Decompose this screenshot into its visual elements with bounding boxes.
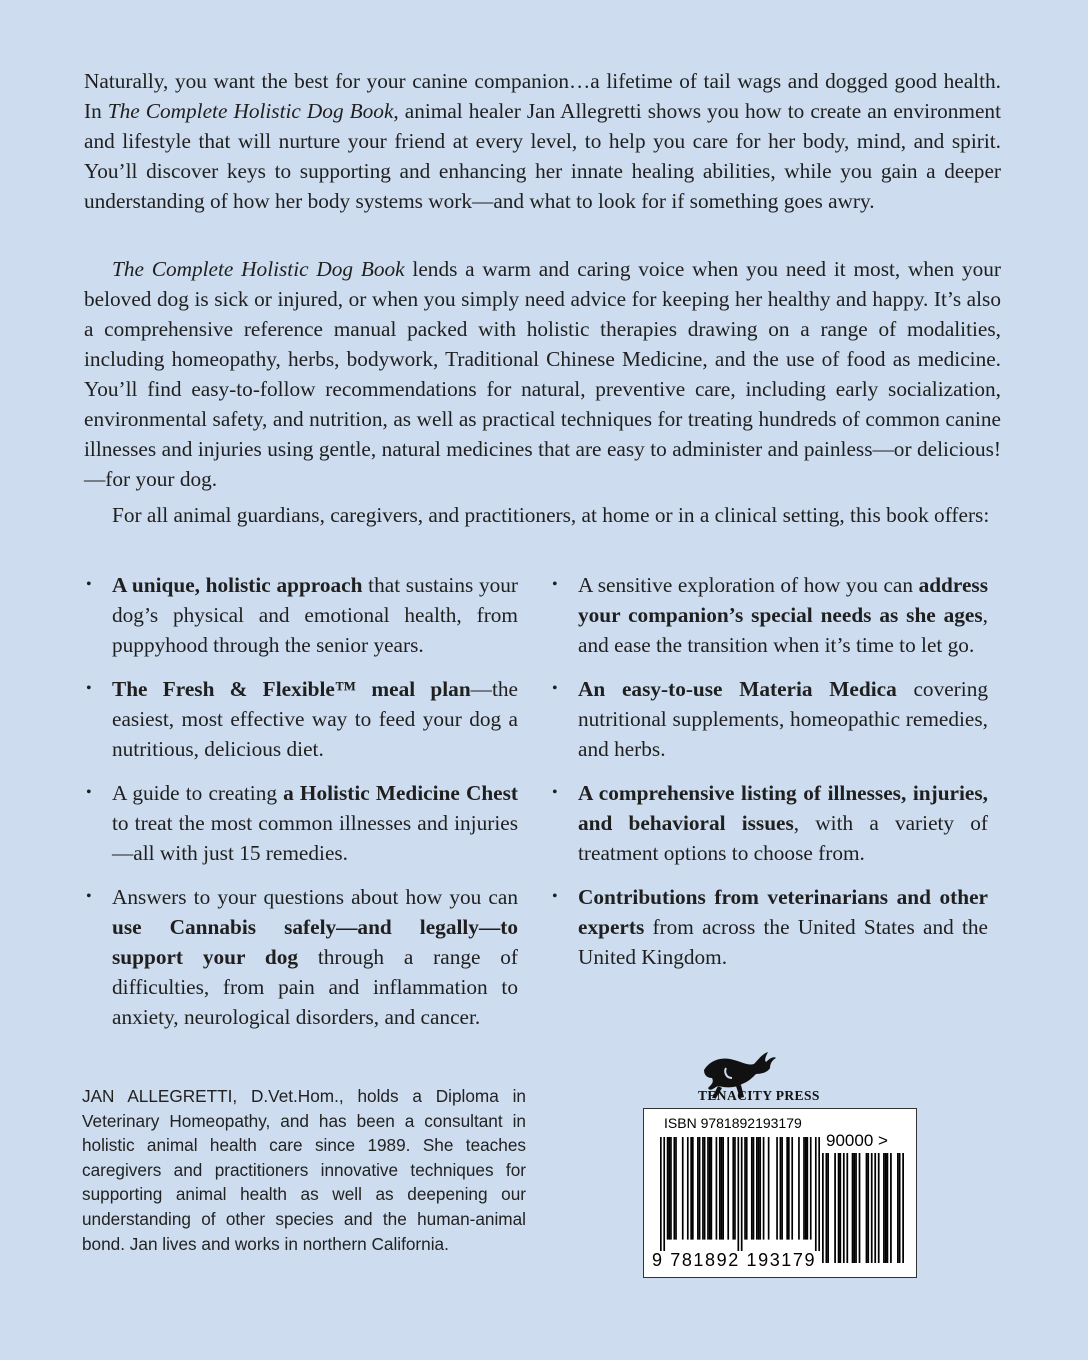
barcode-bar	[721, 1137, 723, 1240]
barcode-bar	[818, 1137, 820, 1251]
ean-digits: 9 781892 193179	[652, 1250, 817, 1270]
addon-bar	[825, 1153, 827, 1263]
isbn-barcode	[643, 1108, 917, 1278]
addon-bar	[874, 1153, 876, 1263]
addon-bar	[885, 1153, 887, 1263]
addon-bar	[839, 1153, 841, 1263]
bullet-icon: •	[552, 784, 558, 801]
bullet-icon: •	[552, 576, 558, 593]
barcode-bar	[727, 1137, 729, 1240]
addon-bar	[897, 1153, 899, 1263]
barcode-bar	[763, 1137, 765, 1240]
feature-bullet	[548, 778, 988, 868]
addon-bars	[822, 1153, 904, 1263]
bullet-list-right	[548, 570, 988, 986]
bullet-icon: •	[552, 680, 558, 697]
addon-bar	[883, 1153, 885, 1263]
bold-phrase: Contributions from veterinarians and other experts	[578, 885, 988, 939]
barcode-bar	[670, 1137, 672, 1240]
bold-phrase: The Fresh & Flexible™ meal plan	[112, 677, 471, 701]
text-run: from across the United States and the United Kingdom.	[578, 915, 988, 969]
book-title: The Complete Holistic Dog Book	[107, 99, 394, 123]
addon-bar	[838, 1153, 840, 1263]
publisher-name: TENACITY PRESS	[698, 1088, 820, 1103]
isbn-label: ISBN 9781892193179	[664, 1115, 802, 1131]
feature-bullet	[82, 778, 518, 868]
text-run: covering nutritional supplements, homeopathic remedies, and herbs.	[578, 677, 988, 761]
text-run: A guide to creating	[112, 781, 284, 805]
barcode-bar	[707, 1137, 709, 1240]
barcode-bar	[758, 1137, 760, 1240]
barcode-bar	[697, 1137, 699, 1240]
barcode-bar	[753, 1137, 755, 1240]
addon-bar	[822, 1153, 824, 1263]
addon-bar	[902, 1153, 904, 1263]
bullet-icon: •	[552, 888, 558, 905]
barcode-bar	[768, 1137, 770, 1240]
text-run: , animal healer Jan Allegretti shows you how to create an environment and lifestyle that will nurture your friend at every level, to help you care for her body, mind, and spirit. You’ll discover keys to supporting and enhancing her innate healing abilities, while you gain a deeper understanding of how her body systems work—and what to look for if something goes awry.	[84, 99, 1001, 213]
text-run: to treat the most common illnesses and injuries—all with just 15 remedies.	[112, 811, 518, 865]
barcode-bar	[810, 1137, 812, 1240]
barcode-bar	[776, 1137, 778, 1240]
barcode-bar	[737, 1137, 739, 1251]
text-run: , and ease the transition when it’s time to let go.	[578, 603, 988, 657]
barcode-bar	[690, 1137, 692, 1240]
feature-bullet	[548, 882, 988, 972]
barcode-bar	[746, 1137, 748, 1240]
feature-bullet	[82, 882, 518, 1032]
addon-bar	[890, 1153, 892, 1263]
bullet-list-left	[82, 570, 522, 1046]
barcode-bar	[788, 1137, 790, 1240]
addon-bar	[834, 1153, 836, 1263]
barcode-bar	[660, 1137, 662, 1251]
barcode-bar	[711, 1137, 713, 1240]
bullet-icon: •	[86, 784, 92, 801]
addon-bar	[899, 1153, 901, 1263]
barcode-bar	[741, 1137, 743, 1251]
barcode-bar	[759, 1137, 761, 1240]
barcode-bar	[744, 1137, 746, 1240]
addon-bar	[853, 1153, 855, 1263]
text-run: Answers to your questions about how you can	[112, 885, 518, 909]
barcode-bar	[815, 1137, 817, 1251]
barcode-bar	[716, 1137, 718, 1240]
text-run: —the easiest, most effective way to feed your dog a nutritious, delicious diet.	[112, 677, 518, 761]
barcode-bar	[734, 1137, 736, 1240]
feature-bullet	[548, 570, 988, 660]
barcode-bar	[709, 1137, 711, 1240]
barcode-bar	[807, 1137, 809, 1240]
price-code: 90000 >	[826, 1131, 888, 1150]
barcode-bar	[667, 1137, 669, 1240]
feature-bullet	[82, 674, 518, 764]
addon-bar	[867, 1153, 869, 1263]
addon-bar	[843, 1153, 845, 1263]
text-run: Naturally, you want the best for your canine companion…a lifetime of tail wags and dogged good health. In	[84, 69, 1001, 123]
book-title: The Complete Holistic Dog Book	[112, 257, 405, 281]
text-run: through a range of difficulties, from pain and inflammation to anxiety, neurological disorders, and cancer.	[112, 945, 518, 1029]
addon-bar	[827, 1153, 829, 1263]
barcode-bar	[791, 1137, 793, 1240]
feature-bullet	[548, 674, 988, 764]
barcode-bar	[668, 1137, 670, 1240]
barcode-bar	[699, 1137, 701, 1240]
bold-phrase: a Holistic Medicine Chest	[283, 781, 518, 805]
author-bio: JAN ALLEGRETTI, D.Vet.Hom., holds a Diploma in Veterinary Homeopathy, and has been a consultant in holistic animal health care since 1989. She teaches caregivers and practitioners innovative techniques for supporting animal health as well as deepening our understanding of other species and the human-animal bond. Jan lives and works in northern California.	[82, 1086, 526, 1254]
barcode-bar	[781, 1137, 783, 1240]
bold-phrase: An easy-to-use Materia Medica	[578, 677, 897, 701]
barcode-bar	[675, 1137, 677, 1240]
text-run: that sustains your dog’s physical and emotional health, from puppyhood through the senior years.	[112, 573, 518, 657]
text-run: A sensitive exploration of how you can	[578, 573, 919, 597]
barcode-bar	[780, 1137, 782, 1240]
bullet-icon: •	[86, 888, 92, 905]
addon-bar	[866, 1153, 868, 1263]
barcode-bar	[751, 1137, 753, 1240]
addon-bar	[859, 1153, 861, 1263]
intro-paragraph-2	[84, 254, 1001, 494]
addon-bar	[852, 1153, 854, 1263]
barcode-bar	[719, 1137, 721, 1240]
addon-bar	[878, 1153, 880, 1263]
barcode-bar	[722, 1137, 724, 1240]
addon-bar	[871, 1153, 873, 1263]
addon-bar	[846, 1153, 848, 1263]
text-run: , with a variety of treatment options to choose from.	[578, 811, 988, 865]
text-run: For all animal guardians, caregivers, and practitioners, at home or in a clinical setting, this book offers:	[112, 503, 990, 527]
bold-phrase: A comprehensive listing of illnesses, injuries, and behavioral issues	[578, 781, 988, 835]
barcode-bar	[702, 1137, 704, 1240]
bold-phrase: A unique, holistic approach	[112, 573, 363, 597]
barcode-bar	[663, 1137, 665, 1251]
barcode-bar	[798, 1137, 800, 1240]
addon-bar	[887, 1153, 889, 1263]
bullet-icon: •	[86, 680, 92, 697]
barcode-bar	[704, 1137, 706, 1240]
barcode-bar	[673, 1137, 675, 1240]
barcode-bar	[756, 1137, 758, 1240]
bold-phrase: address your companion’s special needs as she ages	[578, 573, 988, 627]
bullet-icon: •	[86, 576, 92, 593]
ean13-bars	[660, 1137, 820, 1251]
barcode-bar	[687, 1137, 689, 1240]
barcode-bar	[682, 1137, 684, 1240]
barcode-bar	[732, 1137, 734, 1240]
intro-paragraph-3	[84, 500, 1001, 530]
bold-phrase: use Cannabis safely—and legally—to support your dog	[112, 915, 518, 969]
text-run: lends a warm and caring voice when you need it most, when your beloved dog is sick or injured, or when you simply need advice for keeping her healthy and happy. It’s also a comprehensive reference manual packed with holistic therapies drawing on a range of modalities, including homeopathy, herbs, bodywork, Traditional Chinese Medicine, and the use of food as medicine. You’ll find easy-to-follow recommendations for natural, preventive care, including early socialization, environmental safety, and nutrition, as well as practical techniques for treating hundreds of common canine illnesses and injuries using gentle, natural medicines that are easy to administer and painless—or delicious!—for your dog.	[84, 257, 1001, 491]
barcode-bar	[786, 1137, 788, 1240]
feature-bullet	[82, 570, 518, 660]
barcode-bar	[805, 1137, 807, 1240]
addon-bar	[855, 1153, 857, 1263]
barcode-bar	[803, 1137, 805, 1240]
barcode-bar	[692, 1137, 694, 1240]
intro-paragraph-1	[84, 66, 1001, 216]
